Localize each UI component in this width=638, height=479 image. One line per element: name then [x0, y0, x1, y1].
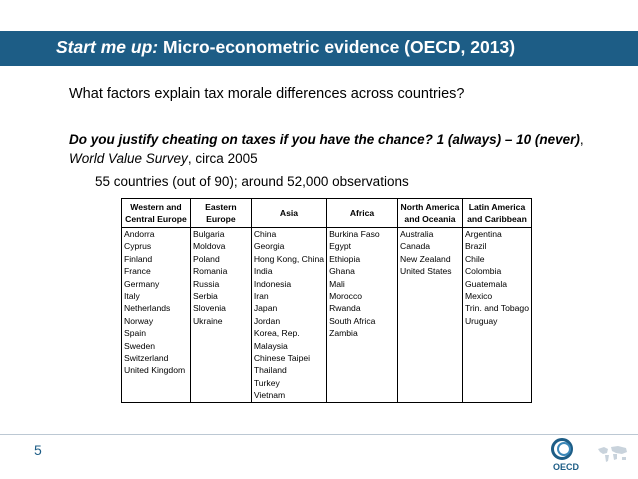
- country-cell: Moldova: [190, 240, 251, 252]
- country-cell: [122, 377, 191, 389]
- slide-title: [56, 37, 515, 58]
- country-cell: Ethiopia: [327, 253, 398, 265]
- country-cell: Georgia: [251, 240, 326, 252]
- oecd-logo-text: OECD: [552, 462, 579, 472]
- country-cell: Switzerland: [122, 352, 191, 364]
- title-bar: [0, 31, 638, 66]
- table-row: [122, 377, 532, 389]
- table-row: [122, 240, 532, 252]
- slide-title-lead: Start me up:: [56, 37, 159, 57]
- column-header-line: North America: [400, 202, 460, 212]
- country-cell: Japan: [251, 302, 326, 314]
- country-cell: Colombia: [462, 265, 531, 277]
- country-cell: [122, 389, 191, 402]
- country-cell: United Kingdom: [122, 364, 191, 376]
- country-cell: Morocco: [327, 290, 398, 302]
- country-cell: [190, 377, 251, 389]
- column-header-line: and Oceania: [404, 214, 456, 224]
- country-cell: Cyprus: [122, 240, 191, 252]
- country-cell: [397, 340, 462, 352]
- country-cell: [462, 327, 531, 339]
- survey-question-block: Do you justify cheating on taxes if you have the chance? 1 (always) – 10 (never), World Value Survey, circa 2005: [69, 132, 584, 166]
- table-row: [122, 315, 532, 327]
- country-cell: [462, 377, 531, 389]
- country-cell: Egypt: [327, 240, 398, 252]
- country-cell: Andorra: [122, 228, 191, 241]
- table-row: [122, 352, 532, 364]
- survey-source-name: World Value Survey: [69, 151, 188, 166]
- country-cell: Vietnam: [251, 389, 326, 402]
- country-cell: [397, 327, 462, 339]
- country-cell: Sweden: [122, 340, 191, 352]
- country-cell: [462, 364, 531, 376]
- footer-divider: [0, 434, 638, 435]
- table-row: [122, 340, 532, 352]
- country-cell: Malaysia: [251, 340, 326, 352]
- country-cell: [190, 340, 251, 352]
- country-cell: Hong Kong, China: [251, 253, 326, 265]
- country-cell: [190, 364, 251, 376]
- column-header: [397, 199, 462, 228]
- country-cell: Bulgaria: [190, 228, 251, 241]
- country-cell: Italy: [122, 290, 191, 302]
- country-cell: [190, 389, 251, 402]
- country-cell: [397, 352, 462, 364]
- country-cell: [327, 352, 398, 364]
- country-cell: [397, 389, 462, 402]
- column-header-line: Central Europe: [125, 214, 187, 224]
- country-cell: [462, 340, 531, 352]
- country-cell: [397, 290, 462, 302]
- oecd-logo-icon: [548, 437, 586, 475]
- table-row: [122, 278, 532, 290]
- country-cell: Canada: [397, 240, 462, 252]
- country-cell: Slovenia: [190, 302, 251, 314]
- country-cell: Ukraine: [190, 315, 251, 327]
- country-cell: [397, 315, 462, 327]
- column-header: [122, 199, 191, 228]
- country-cell: [327, 364, 398, 376]
- country-cell: Netherlands: [122, 302, 191, 314]
- column-header-line: Latin America: [468, 202, 526, 212]
- country-cell: [327, 340, 398, 352]
- country-cell: [190, 327, 251, 339]
- country-cell: Germany: [122, 278, 191, 290]
- country-cell: Turkey: [251, 377, 326, 389]
- table-row: [122, 265, 532, 277]
- world-map-icon: [596, 443, 630, 465]
- column-header-line: Eastern: [205, 202, 237, 212]
- country-cell: [397, 278, 462, 290]
- country-cell: [397, 302, 462, 314]
- country-cell: Rwanda: [327, 302, 398, 314]
- country-cell: Trin. and Tobago: [462, 302, 531, 314]
- country-cell: [397, 377, 462, 389]
- country-cell: Australia: [397, 228, 462, 241]
- country-cell: Jordan: [251, 315, 326, 327]
- country-cell: France: [122, 265, 191, 277]
- slide-title-rest: Micro-econometric evidence (OECD, 2013): [158, 37, 516, 57]
- country-cell: Russia: [190, 278, 251, 290]
- table-row: [122, 327, 532, 339]
- table-row: [122, 364, 532, 376]
- page-number: 5: [34, 442, 42, 458]
- country-table: [121, 198, 532, 403]
- country-cell: India: [251, 265, 326, 277]
- country-cell: China: [251, 228, 326, 241]
- country-cell: [462, 352, 531, 364]
- survey-question: Do you justify cheating on taxes if you have the chance? 1 (always) – 10 (never): [69, 132, 580, 147]
- country-cell: [190, 352, 251, 364]
- column-header: [327, 199, 398, 228]
- country-cell: [397, 364, 462, 376]
- country-cell: Romania: [190, 265, 251, 277]
- country-cell: Norway: [122, 315, 191, 327]
- column-header-line: Western and: [130, 202, 182, 212]
- country-cell: Finland: [122, 253, 191, 265]
- oecd-logo-inner-ring: [557, 442, 571, 456]
- country-cell: Thailand: [251, 364, 326, 376]
- country-cell: Burkina Faso: [327, 228, 398, 241]
- country-cell: Korea, Rep.: [251, 327, 326, 339]
- country-cell: Mali: [327, 278, 398, 290]
- country-cell: Serbia: [190, 290, 251, 302]
- country-cell: Iran: [251, 290, 326, 302]
- observations-note: 55 countries (out of 90); around 52,000 observations: [95, 174, 409, 189]
- country-cell: Spain: [122, 327, 191, 339]
- country-cell: South Africa: [327, 315, 398, 327]
- column-header: [251, 199, 326, 228]
- table-row: [122, 253, 532, 265]
- country-cell: [462, 389, 531, 402]
- column-header-line: Europe: [206, 214, 236, 224]
- column-header: [462, 199, 531, 228]
- country-cell: Mexico: [462, 290, 531, 302]
- country-cell: Chile: [462, 253, 531, 265]
- column-header-line: and Caribbean: [467, 214, 527, 224]
- survey-source-date: , circa 2005: [187, 151, 258, 166]
- country-cell: Argentina: [462, 228, 531, 241]
- country-cell: [327, 389, 398, 402]
- country-cell: Chinese Taipei: [251, 352, 326, 364]
- column-header-line: Asia: [279, 208, 299, 218]
- table-row: [122, 290, 532, 302]
- column-header: [190, 199, 251, 228]
- table-header-row: [122, 199, 532, 228]
- table-row: [122, 389, 532, 402]
- country-cell: Uruguay: [462, 315, 531, 327]
- country-cell: New Zealand: [397, 253, 462, 265]
- table-row: [122, 302, 532, 314]
- country-cell: Zambia: [327, 327, 398, 339]
- country-cell: Poland: [190, 253, 251, 265]
- table-row: [122, 228, 532, 241]
- country-cell: Ghana: [327, 265, 398, 277]
- research-question: What factors explain tax morale differences across countries?: [69, 86, 465, 102]
- country-cell: Guatemala: [462, 278, 531, 290]
- country-cell: Indonesia: [251, 278, 326, 290]
- country-cell: [327, 377, 398, 389]
- country-cell: United States: [397, 265, 462, 277]
- country-cell: Brazil: [462, 240, 531, 252]
- column-header-line: Africa: [349, 208, 375, 218]
